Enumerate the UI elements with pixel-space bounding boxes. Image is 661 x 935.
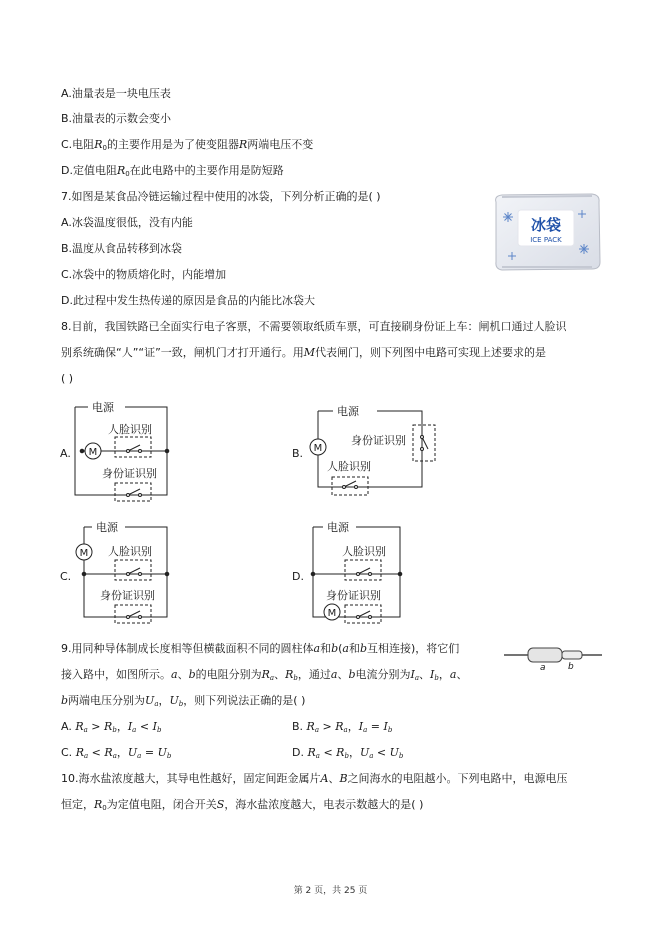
q6-option-b: B.油量表的示数会变小	[61, 112, 172, 125]
q7-option-d: D.此过程中发生热传递的原因是食品的内能比冰袋大	[61, 294, 315, 307]
power-label: 电源	[92, 401, 114, 414]
id-recognition-label: 身份证识别	[326, 589, 381, 602]
q9-stem-line2: 接入路中，如图所示。a、b的电阻分别为Ra、Rb，通过a、b电流分别为Ia、Ib，a、	[61, 668, 468, 682]
q6-option-c: C.电阻R0的主要作用是为了使变阻器R两端电压不变	[61, 138, 314, 152]
q7-option-a: A.冰袋温度很低，没有内能	[61, 216, 193, 229]
id-recognition-label: 身份证识别	[351, 434, 406, 447]
q9-option-a: A. Ra > Rb，Ia < Ib	[61, 720, 162, 734]
q9-option-d: D. Ra < Rb，Ua < Ub	[292, 746, 404, 760]
q7-stem: 7.如图是某食品冷链运输过程中使用的冰袋，下列分析正确的是( )	[61, 190, 381, 203]
power-label: 电源	[337, 405, 359, 418]
face-recognition-label: 人脸识别	[342, 545, 386, 558]
face-recognition-label: 人脸识别	[108, 423, 152, 436]
ice-pack-title: 冰袋	[530, 216, 562, 234]
id-recognition-label: 身份证识别	[100, 589, 155, 602]
q9-stem-line1: 9.用同种导体制成长度相等但横截面积不同的圆柱体a和b(a和b互相连接)，将它们	[61, 642, 460, 655]
circuit-label-b: B.	[292, 447, 304, 460]
q9-option-c: C. Ra < Ra，Ua = Ub	[61, 746, 172, 760]
page-footer: 第 2 页，共 25 页	[293, 886, 368, 896]
conductor-figure	[504, 643, 604, 671]
conductor-label-b: b	[568, 662, 574, 671]
q6-option-d: D.定值电阻R0在此电路中的主要作用是防短路	[61, 164, 284, 178]
ice-pack-subtitle: ICE PACK	[530, 236, 562, 244]
circuit-label-d: D.	[292, 570, 304, 583]
conductor-label-a: a	[540, 663, 546, 671]
face-recognition-label: 人脸识别	[108, 545, 152, 558]
circuit-label-c: C.	[60, 570, 72, 583]
face-recognition-label: 人脸识别	[327, 460, 371, 473]
motor-icon: M	[79, 548, 89, 559]
q10-stem-line1: 10.海水盐浓度越大，其导电性越好，固定间距金属片A、B之间海水的电阻越小。下列电路中，电源电压	[61, 772, 568, 785]
power-label: 电源	[327, 521, 349, 534]
q8-stem-line3: ( )	[61, 372, 74, 385]
ice-pack-image	[492, 192, 602, 272]
q6-option-a: A.油量表是一块电压表	[61, 87, 171, 100]
q10-stem-line2: 恒定，R0为定值电阻，闭合开关S，海水盐浓度越大，电表示数越大的是( )	[61, 798, 424, 812]
motor-icon: M	[313, 443, 323, 454]
circuit-label-a: A.	[60, 447, 71, 460]
q7-option-c: C.冰袋中的物质熔化时，内能增加	[61, 268, 227, 281]
q9-option-b: B. Ra > Ra，Ia = Ib	[292, 720, 393, 734]
id-recognition-label: 身份证识别	[102, 467, 157, 480]
q8-stem-line2: 别系统确保“人”“证”一致，闸机门才打开通行。用M代表闸门，则下列图中电路可实现上述要求的是	[61, 346, 547, 359]
circuit-diagrams	[0, 395, 661, 630]
q9-stem-line3: b两端电压分别为Ua，Ub，则下列说法正确的是( )	[61, 694, 306, 708]
power-label: 电源	[96, 521, 118, 534]
motor-icon: M	[88, 447, 98, 458]
q8-stem-line1: 8.目前，我国铁路已全面实行电子客票，不需要领取纸质车票，可直接刷身份证上车：闸机口通过人脸识	[61, 320, 567, 333]
motor-icon: M	[327, 608, 337, 619]
q7-option-b: B.温度从食品转移到冰袋	[61, 242, 183, 255]
